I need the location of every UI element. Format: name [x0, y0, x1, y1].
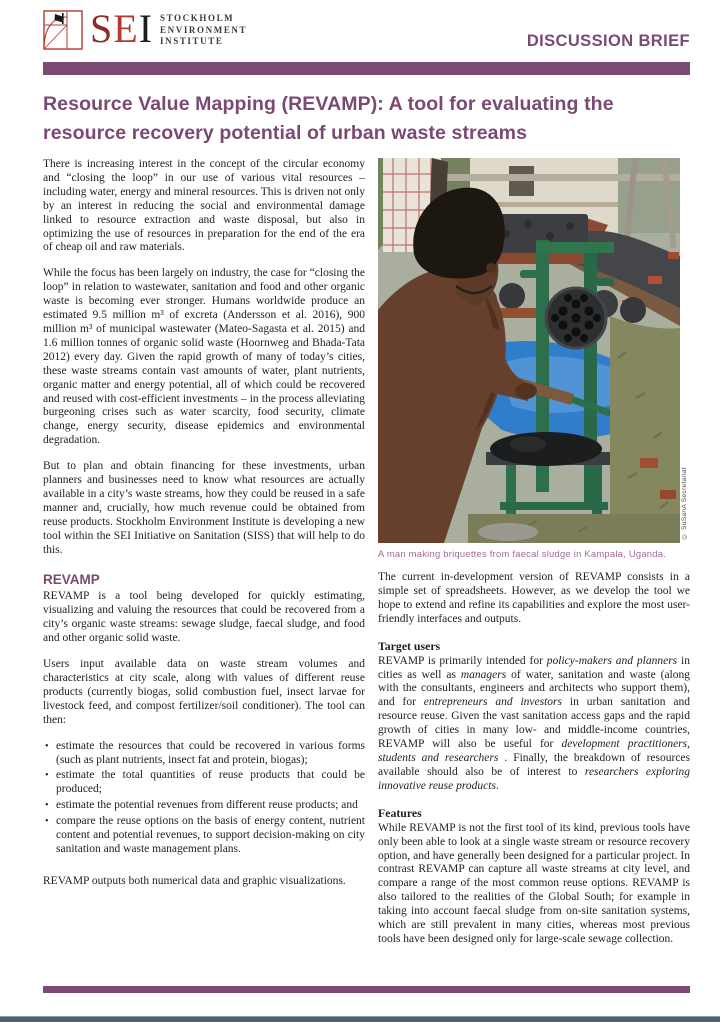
paragraph-intro-1: There is increasing interest in the concept of the circular economy and “closing the loop” in our use of various vital resources – including water, energy and mineral resources. This is driven not only by an interest in reducing the social and environmental damage linked to resource extraction and waste disposal, but also in optimizing the use of resources in preparation for the end of the era of cheap oil and raw materials. — [43, 158, 365, 254]
page-title: Resource Value Mapping (REVAMP): A tool for evaluating the resource recovery potential of urban waste streams — [43, 93, 614, 144]
sei-emblem-icon — [43, 10, 83, 50]
footer-rule — [43, 986, 690, 993]
brand-line-2: ENVIRONMENT — [160, 24, 248, 35]
bullet-item: • compare the reuse options on the basis of energy content, nutrient content and potential revenues, to support decision-making on city sanitation and waste management plans. — [43, 815, 365, 857]
photo-caption: A man making briquettes from faecal sludge in Kampala, Uganda. — [378, 548, 667, 559]
header-rule — [43, 62, 690, 75]
bullet-item: • estimate the potential revenues from different reuse products; and — [43, 799, 365, 813]
logo-letter-i: I — [138, 6, 154, 51]
photo-figure — [378, 158, 690, 543]
target-users-paragraph: REVAMP is primarily intended for policy-makers and planners in cities as well as managers of water, sanitation and waste (along with the consultants, engineers and architects who support them), and for entrepreneurs and investors in urban sanitation and resource reuse. Given the vast sanitation access gaps and the rapid growth of cities in many low- and middle-income countries, REVAMP will also be useful for development practitioners, students and researchers . Finally, the breakdown of resources available should also be of interest to researchers exploring innovative reuse products. — [378, 654, 691, 792]
features-paragraph: While REVAMP is not the first tool of its kind, previous tools have only been able to look at a single waste stream or resource recovery option, and have generally been designed for a particular project. In contrast REVAMP can capture all waste streams at city level, and compare a range of the most common reuse options. REVAMP is also tailored to the realities of the Global South; for example in taking into account faecal sludge from on-site sanitation systems, which are still prevalent in many cities, whereas most previous tools have been designed only for large-scale sewage collection. — [378, 821, 690, 945]
features-heading: Features — [378, 805, 422, 820]
target-users-heading: Target users — [378, 638, 441, 653]
revamp-paragraph-1: REVAMP is a tool being developed for quickly estimating, visualizing and valuing the resources that could be recovered from a city’s organic waste streams: sewage sludge, faecal sludge, and food and other organic solid waste. — [43, 590, 365, 645]
closing-note: REVAMP outputs both numerical data and graphic visualizations. — [43, 874, 346, 887]
photo-illustration — [378, 158, 680, 543]
brand-name — [160, 10, 247, 48]
paragraph-intro-3: But to plan and obtain financing for these investments, urban planners and businesses need to know what resources are actually available in a city’s waste streams, how they could be reused in a safe manner and, crucially, how much revenue could be obtained from reuse products. Stockholm Environment Institute is developing a new tool within the SEI Initiative on Sanitation (SISS) that will help to do this. — [43, 460, 365, 556]
revamp-section-heading: REVAMP — [43, 572, 100, 588]
revamp-paragraph-2: Users input available data on waste stream volumes and characteristics at city scale, along with values of different reuse products (currently biogas, solid combustion fuel, insect larvae for livestock feed, and compost fertilizer/soil conditioner). The tool can then: — [43, 658, 365, 726]
bullet-item: • estimate the resources that could be recovered in various forms (such as plant nutrients, insect fat and protein, biogas); — [43, 740, 365, 768]
photo-credit: © SuSanA Secretariat — [681, 466, 688, 539]
logo-letter-s: S — [90, 6, 114, 51]
brand-line-3: INSTITUTE — [160, 36, 224, 46]
logo-letter-e: E — [113, 6, 139, 51]
bullet-item: • estimate the total quantities of reuse products that could be produced; — [43, 769, 365, 797]
doc-type-label: DISCUSSION BRIEF — [526, 32, 690, 50]
right-column — [378, 158, 690, 959]
header — [43, 6, 690, 60]
brand-line-1: STOCKHOLM — [160, 13, 235, 23]
intro-paragraph: The current in-development version of REVAMP consists in a simple set of spreadsheets. However, as we develop the tool we hope to extend and refine its capabilities and explore the most user-friendly interfaces and outputs. — [378, 571, 690, 625]
content-columns — [43, 158, 690, 959]
bullet-list — [43, 740, 365, 857]
logo-acronym — [90, 6, 154, 51]
window-edge-strip — [0, 1016, 720, 1022]
paragraph-intro-2: While the focus has been largely on industry, the case for “closing the loop” in relation to wastewater, sanitation and food and other organic waste is becoming ever stronger. Humans worldwide produce an estimated 9.5 million m³ of excreta (Andersson et al. 2016), 900 million m³ of municipal wastewater (Mateo-Sagasta et al. 2015) and 1.6 million tonnes of organic solid waste (Hoornweg and Bhada-Tata 2012) every day. Given the rapid growth of many of today’s cities, these waste streams contain vast amounts of water, plant nutrients, organic matter and energy potential, all of which could be recovered and reused with cost-efficient investments – in the process alleviating burgeoning crises such as water scarcity, food security, climate change, energy security, disease epidemics and environmental degradation. — [43, 267, 365, 447]
left-column — [43, 158, 365, 959]
